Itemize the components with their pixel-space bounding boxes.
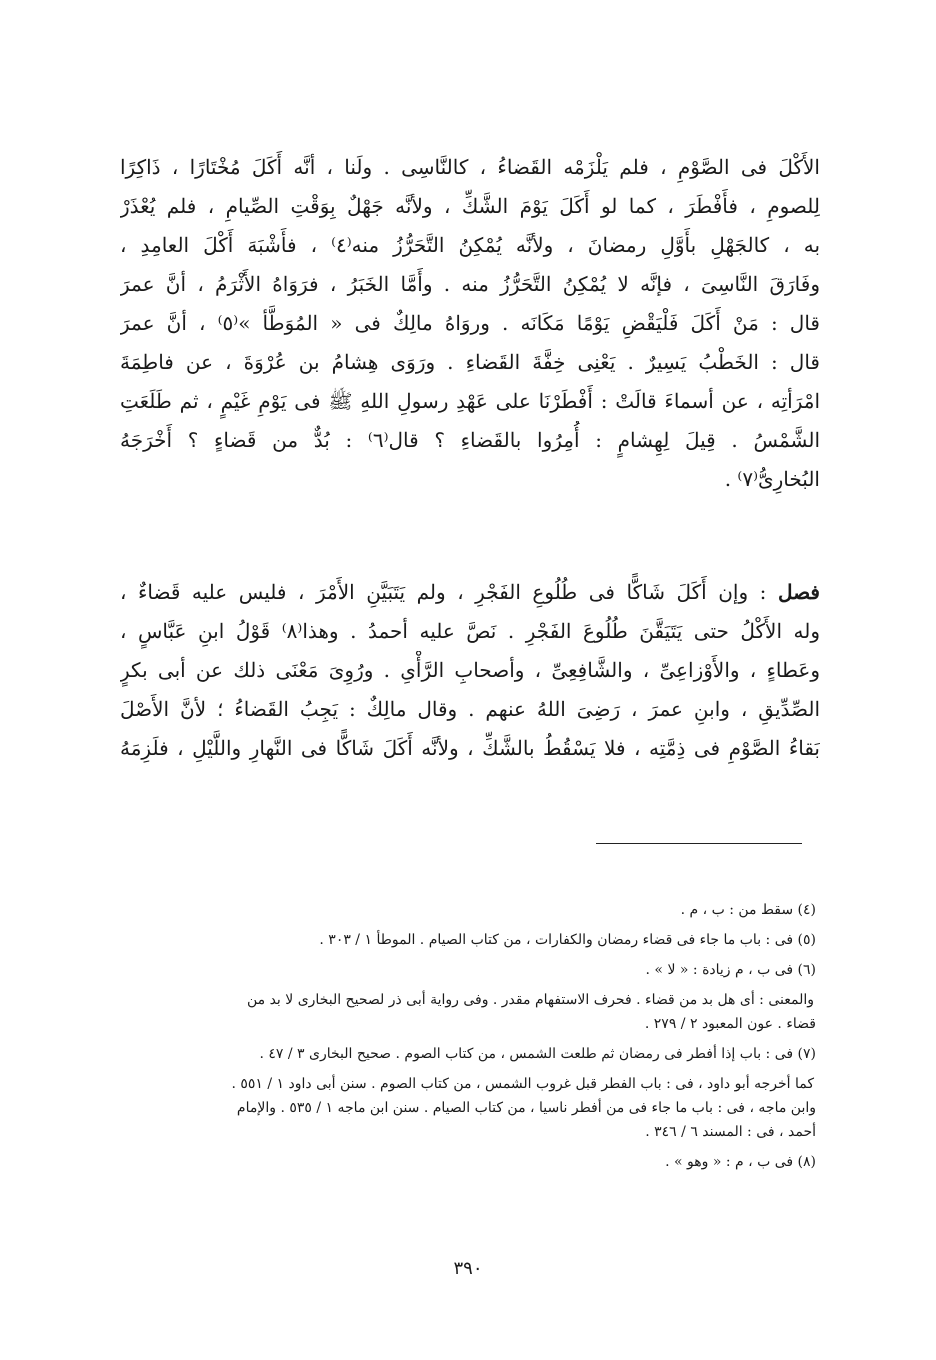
main-paragraph-2 bbox=[120, 573, 820, 768]
text-line: قال : الخَطْبُ يَسِيرٌ . يَعْنِى خِفَّةَ القَضاءِ . ورَوَى هِشامُ بن عُرْوَةَ ، عن فاطِمَةَ bbox=[120, 350, 820, 374]
text-line: الشَّمْسُ . قِيلَ لِهِشامٍ : أُمِرُوا بالقَضاءِ ؟ قال⁽٦⁾ : بُدٌّ من قَضاءٍ ؟ أَخْرَجَهُ bbox=[120, 428, 820, 452]
text-line: وعَطاءٍ ، والأَوْزاعِىِّ ، والشَّافِعِىِّ ، وأصحابِ الرَّأْىِ . ورُوِىَ مَعْنَى ذلك عن أبى بكرٍ bbox=[120, 658, 820, 682]
section-heading-fasl: فصل bbox=[777, 580, 820, 604]
footnote-line: (٦) فى ب ، م زيادة : « لا » . bbox=[645, 962, 816, 978]
footnote-line: وابن ماجه ، فى : باب ما جاء فى من أفطر ناسيا ، من كتاب الصيام . سنن ابن ماجه ١ / ٥٣٥ . والإمام bbox=[236, 1100, 816, 1116]
text-line: الأَكْلَ فى الصَّوْمِ ، فلم يَلْزَمْه القَضاءُ ، كالنَّاسِى . ولَنا ، أنَّه أَكَلَ مُخْتَارًا ، ذَاكِرًا bbox=[120, 155, 820, 179]
text-line bbox=[120, 573, 820, 612]
text-line: بَقاءُ الصَّوْمِ فى ذِمَّتِه ، فلا يَسْقُطُ بالشَّكِّ ، ولأنَّه أَكَلَ شَاكًّا فى النَّهارِ واللَّيْلِ ، فلَزِمَهُ bbox=[120, 736, 820, 760]
text-line: لِلصومِ ، فأَفْطَرَ ، كما لو أَكَلَ يَوْمَ الشَّكِّ ، ولأنَّه جَهْلٌ بِوَقْتِ الصِّيامِ ، فلم يُعْذَرْ bbox=[120, 194, 820, 218]
text-line-rest: : وإن أَكَلَ شَاكًّا فى طُلُوعِ الفَجْرِ ، ولم يَتَبَيَّنِ الأَمْرَ ، فليس عليه قَضاءٌ ، bbox=[120, 580, 778, 604]
footnote-separator bbox=[596, 843, 802, 844]
text-line: قال : مَنْ أَكَلَ فَلْيَقْضِ يَوْمًا مَكَانَه . وروَاهُ مالِكٌ فى « المُوَطَّأ »⁽٥⁾ ، أنَّ عمرَ bbox=[120, 311, 820, 335]
footnote-line: (٥) فى : باب ما جاء فى قضاء رمضان والكفارات ، من كتاب الصيام . الموطأ ١ / ٣٠٣ . bbox=[319, 932, 816, 948]
page-number: ٣٩٠ bbox=[453, 1258, 483, 1279]
text-line: البُخارِىُّ⁽٧⁾ . bbox=[724, 467, 820, 491]
main-paragraph-1 bbox=[120, 148, 820, 499]
text-line: وفَارَقَ النَّاسِىَ ، فإنَّه لا يُمْكِنُ التَّحَرُّزُ منه . وأَمَّا الخَبَرُ ، فرَوَاهُ الأَثْرَمُ ، أنَّ عمرَ bbox=[120, 272, 820, 296]
text-line: وله الأَكْلُ حتى يَتَيَقَّنَ طُلُوعَ الفَجْرِ . نَصَّ عليه أحمدُ . وهذا⁽٨⁾ قَوْلُ ابنِ عَبَّاسٍ ، bbox=[120, 619, 820, 643]
footnote-line: كما أخرجه أبو داود ، فى : باب الفطر قبل غروب الشمس ، من كتاب الصوم . سنن أبى داود ١ / ٥٥١ . bbox=[231, 1076, 814, 1092]
text-line: الصِّدِّيقِ ، وابنِ عمرَ ، رَضِىَ اللهُ عنهم . وقال مالِكٌ : يَجِبُ القَضاءُ ؛ لأنَّ الأَصْلَ bbox=[120, 697, 820, 721]
footnote-line: (٤) سقط من : ب ، م . bbox=[680, 902, 816, 918]
text-line: به ، كالجَهْلِ بأَوَّلِ رمضانَ ، ولأنَّه يُمْكِنُ التَّحَرُّزُ منه⁽٤⁾ ، فأَشْبَهَ أَكْلَ العامِدِ ، bbox=[120, 233, 820, 257]
footnote-line: (٧) فى : باب إذا أفطر فى رمضان ثم طلعت الشمس ، من كتاب الصوم . صحيح البخارى ٣ / ٤٧ . bbox=[259, 1046, 816, 1062]
text-line: امْرَأتِه ، عن أسماءَ قالَتْ : أَفْطَرْنَا على عَهْدِ رسولِ اللهِ ﷺ فى يَوْمِ غَيْمٍ ، ثم طَلَعَتِ bbox=[120, 389, 820, 413]
footnotes bbox=[130, 898, 816, 1174]
footnote-line: والمعنى : أى هل بد من قضاء . فحرف الاستفهام مقدر . وفى رواية أبى ذر لصحيح البخارى لا بد من bbox=[246, 992, 814, 1008]
footnote-line: أحمد ، فى : المسند ٦ / ٣٤٦ . bbox=[645, 1124, 816, 1140]
footnote-line: (٨) فى ب ، م : « وهو » . bbox=[665, 1154, 816, 1170]
footnote-line: قضاء . عون المعبود ٢ / ٢٧٩ . bbox=[644, 1016, 816, 1032]
